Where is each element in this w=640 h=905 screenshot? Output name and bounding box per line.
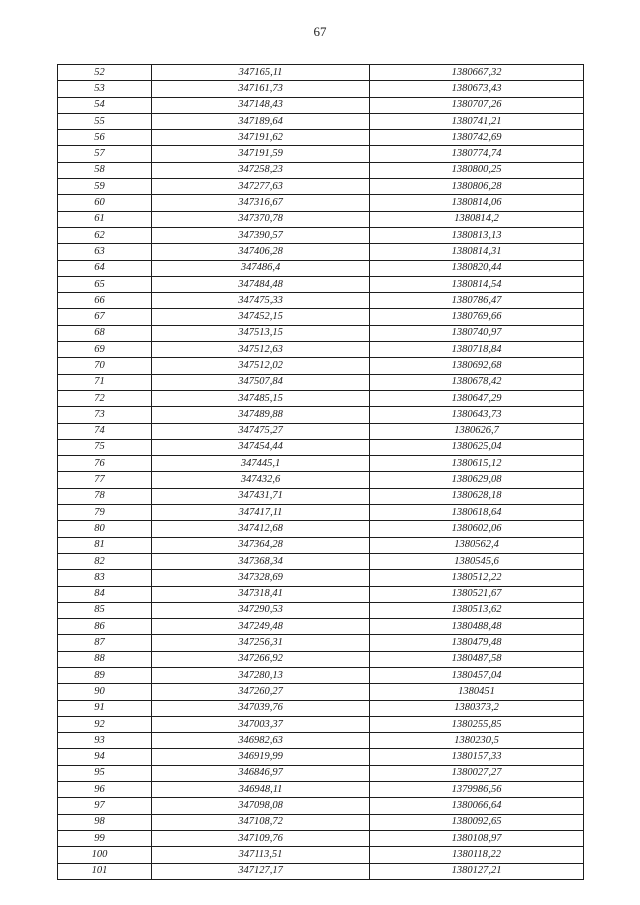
table-row <box>58 342 584 358</box>
y-coordinate-cell: 1380742,69 <box>370 130 584 146</box>
x-coordinate-cell: 347431,71 <box>152 488 370 504</box>
x-coordinate-cell: 347512,63 <box>152 342 370 358</box>
y-coordinate-cell: 1380813,13 <box>370 227 584 243</box>
y-coordinate-cell: 1380741,21 <box>370 113 584 129</box>
y-coordinate-cell: 1380673,43 <box>370 81 584 97</box>
point-number-cell: 78 <box>58 488 152 504</box>
table-row <box>58 667 584 683</box>
point-number-cell: 66 <box>58 293 152 309</box>
point-number-cell: 87 <box>58 635 152 651</box>
table-row <box>58 505 584 521</box>
x-coordinate-cell: 347412,68 <box>152 521 370 537</box>
table-row <box>58 260 584 276</box>
table-row <box>58 765 584 781</box>
y-coordinate-cell: 1380457,04 <box>370 667 584 683</box>
y-coordinate-cell: 1380487,58 <box>370 651 584 667</box>
table-row <box>58 716 584 732</box>
point-number-cell: 55 <box>58 113 152 129</box>
x-coordinate-cell: 347513,15 <box>152 325 370 341</box>
table-row <box>58 733 584 749</box>
table-row <box>58 553 584 569</box>
y-coordinate-cell: 1380027,27 <box>370 765 584 781</box>
x-coordinate-cell: 347368,34 <box>152 553 370 569</box>
table-row <box>58 602 584 618</box>
y-coordinate-cell: 1380451 <box>370 684 584 700</box>
table-row <box>58 244 584 260</box>
table-row <box>58 179 584 195</box>
x-coordinate-cell: 347148,43 <box>152 97 370 113</box>
point-number-cell: 96 <box>58 782 152 798</box>
table-row <box>58 798 584 814</box>
y-coordinate-cell: 1380157,33 <box>370 749 584 765</box>
table-row <box>58 130 584 146</box>
point-number-cell: 74 <box>58 423 152 439</box>
table-row <box>58 65 584 81</box>
x-coordinate-cell: 347280,13 <box>152 667 370 683</box>
y-coordinate-cell: 1380814,2 <box>370 211 584 227</box>
table-row <box>58 488 584 504</box>
y-coordinate-cell: 1380479,48 <box>370 635 584 651</box>
table-row <box>58 863 584 879</box>
y-coordinate-cell: 1380513,62 <box>370 602 584 618</box>
x-coordinate-cell: 347484,48 <box>152 276 370 292</box>
y-coordinate-cell: 1380118,22 <box>370 847 584 863</box>
table-row <box>58 227 584 243</box>
point-number-cell: 98 <box>58 814 152 830</box>
x-coordinate-cell: 347098,08 <box>152 798 370 814</box>
point-number-cell: 99 <box>58 830 152 846</box>
point-number-cell: 52 <box>58 65 152 81</box>
point-number-cell: 75 <box>58 439 152 455</box>
x-coordinate-cell: 347364,28 <box>152 537 370 553</box>
x-coordinate-cell: 346846,97 <box>152 765 370 781</box>
y-coordinate-cell: 1380127,21 <box>370 863 584 879</box>
table-row <box>58 195 584 211</box>
x-coordinate-cell: 347249,48 <box>152 619 370 635</box>
y-coordinate-cell: 1380545,6 <box>370 553 584 569</box>
x-coordinate-cell: 347390,57 <box>152 227 370 243</box>
x-coordinate-cell: 347316,67 <box>152 195 370 211</box>
x-coordinate-cell: 347290,53 <box>152 602 370 618</box>
y-coordinate-cell: 1380230,5 <box>370 733 584 749</box>
point-number-cell: 60 <box>58 195 152 211</box>
y-coordinate-cell: 1380667,32 <box>370 65 584 81</box>
point-number-cell: 86 <box>58 619 152 635</box>
table-row <box>58 162 584 178</box>
x-coordinate-cell: 347417,11 <box>152 505 370 521</box>
x-coordinate-cell: 347191,59 <box>152 146 370 162</box>
y-coordinate-cell: 1380626,7 <box>370 423 584 439</box>
y-coordinate-cell: 1380692,68 <box>370 358 584 374</box>
x-coordinate-cell: 346948,11 <box>152 782 370 798</box>
x-coordinate-cell: 347475,27 <box>152 423 370 439</box>
table-row <box>58 456 584 472</box>
point-number-cell: 54 <box>58 97 152 113</box>
point-number-cell: 82 <box>58 553 152 569</box>
table-row <box>58 700 584 716</box>
x-coordinate-cell: 347512,02 <box>152 358 370 374</box>
table-row <box>58 439 584 455</box>
x-coordinate-cell: 347370,78 <box>152 211 370 227</box>
point-number-cell: 88 <box>58 651 152 667</box>
y-coordinate-cell: 1380618,64 <box>370 505 584 521</box>
table-row <box>58 293 584 309</box>
table-row <box>58 113 584 129</box>
x-coordinate-cell: 346919,99 <box>152 749 370 765</box>
y-coordinate-cell: 1380066,64 <box>370 798 584 814</box>
table-row <box>58 847 584 863</box>
point-number-cell: 91 <box>58 700 152 716</box>
table-row <box>58 537 584 553</box>
y-coordinate-cell: 1380643,73 <box>370 407 584 423</box>
x-coordinate-cell: 347485,15 <box>152 390 370 406</box>
x-coordinate-cell: 347113,51 <box>152 847 370 863</box>
table-row <box>58 358 584 374</box>
table-row <box>58 211 584 227</box>
x-coordinate-cell: 347260,27 <box>152 684 370 700</box>
x-coordinate-cell: 347318,41 <box>152 586 370 602</box>
x-coordinate-cell: 347489,88 <box>152 407 370 423</box>
y-coordinate-cell: 1380625,04 <box>370 439 584 455</box>
table-row <box>58 374 584 390</box>
y-coordinate-cell: 1380814,06 <box>370 195 584 211</box>
x-coordinate-cell: 347452,15 <box>152 309 370 325</box>
point-number-cell: 72 <box>58 390 152 406</box>
table-row <box>58 81 584 97</box>
table-row <box>58 782 584 798</box>
y-coordinate-cell: 1380373,2 <box>370 700 584 716</box>
x-coordinate-cell: 347189,64 <box>152 113 370 129</box>
point-number-cell: 71 <box>58 374 152 390</box>
y-coordinate-cell: 1380678,42 <box>370 374 584 390</box>
y-coordinate-cell: 1380740,97 <box>370 325 584 341</box>
x-coordinate-cell: 347406,28 <box>152 244 370 260</box>
table-row <box>58 684 584 700</box>
x-coordinate-cell: 347256,31 <box>152 635 370 651</box>
y-coordinate-cell: 1380806,28 <box>370 179 584 195</box>
point-number-cell: 77 <box>58 472 152 488</box>
page-number: 67 <box>313 24 327 39</box>
table-row <box>58 276 584 292</box>
table-row <box>58 749 584 765</box>
y-coordinate-cell: 1380774,74 <box>370 146 584 162</box>
point-number-cell: 70 <box>58 358 152 374</box>
point-number-cell: 61 <box>58 211 152 227</box>
x-coordinate-cell: 347277,63 <box>152 179 370 195</box>
y-coordinate-cell: 1379986,56 <box>370 782 584 798</box>
table-row <box>58 390 584 406</box>
x-coordinate-cell: 347108,72 <box>152 814 370 830</box>
table-row <box>58 830 584 846</box>
table-row <box>58 651 584 667</box>
y-coordinate-cell: 1380707,26 <box>370 97 584 113</box>
table-row <box>58 619 584 635</box>
y-coordinate-cell: 1380255,85 <box>370 716 584 732</box>
table-row <box>58 146 584 162</box>
x-coordinate-cell: 347003,37 <box>152 716 370 732</box>
y-coordinate-cell: 1380814,31 <box>370 244 584 260</box>
table-row <box>58 325 584 341</box>
point-number-cell: 73 <box>58 407 152 423</box>
point-number-cell: 53 <box>58 81 152 97</box>
point-number-cell: 95 <box>58 765 152 781</box>
table-row <box>58 635 584 651</box>
point-number-cell: 90 <box>58 684 152 700</box>
y-coordinate-cell: 1380769,66 <box>370 309 584 325</box>
y-coordinate-cell: 1380647,29 <box>370 390 584 406</box>
point-number-cell: 58 <box>58 162 152 178</box>
point-number-cell: 83 <box>58 570 152 586</box>
y-coordinate-cell: 1380488,48 <box>370 619 584 635</box>
x-coordinate-cell: 347258,23 <box>152 162 370 178</box>
point-number-cell: 69 <box>58 342 152 358</box>
point-number-cell: 97 <box>58 798 152 814</box>
y-coordinate-cell: 1380629,08 <box>370 472 584 488</box>
point-number-cell: 89 <box>58 667 152 683</box>
x-coordinate-cell: 347266,92 <box>152 651 370 667</box>
point-number-cell: 93 <box>58 733 152 749</box>
y-coordinate-cell: 1380602,06 <box>370 521 584 537</box>
point-number-cell: 57 <box>58 146 152 162</box>
point-number-cell: 68 <box>58 325 152 341</box>
table-row <box>58 521 584 537</box>
point-number-cell: 59 <box>58 179 152 195</box>
table-row <box>58 97 584 113</box>
y-coordinate-cell: 1380628,18 <box>370 488 584 504</box>
x-coordinate-cell: 347486,4 <box>152 260 370 276</box>
point-number-cell: 92 <box>58 716 152 732</box>
table-row <box>58 814 584 830</box>
table-row <box>58 423 584 439</box>
point-number-cell: 62 <box>58 227 152 243</box>
point-number-cell: 63 <box>58 244 152 260</box>
point-number-cell: 94 <box>58 749 152 765</box>
point-number-cell: 101 <box>58 863 152 879</box>
y-coordinate-cell: 1380615,12 <box>370 456 584 472</box>
y-coordinate-cell: 1380521,67 <box>370 586 584 602</box>
x-coordinate-cell: 347454,44 <box>152 439 370 455</box>
point-number-cell: 85 <box>58 602 152 618</box>
coordinates-table <box>57 64 584 880</box>
x-coordinate-cell: 347328,69 <box>152 570 370 586</box>
x-coordinate-cell: 347127,17 <box>152 863 370 879</box>
x-coordinate-cell: 347475,33 <box>152 293 370 309</box>
table-row <box>58 586 584 602</box>
x-coordinate-cell: 347039,76 <box>152 700 370 716</box>
x-coordinate-cell: 347109,76 <box>152 830 370 846</box>
point-number-cell: 56 <box>58 130 152 146</box>
point-number-cell: 64 <box>58 260 152 276</box>
point-number-cell: 76 <box>58 456 152 472</box>
x-coordinate-cell: 347445,1 <box>152 456 370 472</box>
point-number-cell: 65 <box>58 276 152 292</box>
x-coordinate-cell: 347432,6 <box>152 472 370 488</box>
y-coordinate-cell: 1380512,22 <box>370 570 584 586</box>
x-coordinate-cell: 347191,62 <box>152 130 370 146</box>
x-coordinate-cell: 347165,11 <box>152 65 370 81</box>
x-coordinate-cell: 347161,73 <box>152 81 370 97</box>
y-coordinate-cell: 1380562,4 <box>370 537 584 553</box>
y-coordinate-cell: 1380814,54 <box>370 276 584 292</box>
point-number-cell: 100 <box>58 847 152 863</box>
y-coordinate-cell: 1380800,25 <box>370 162 584 178</box>
y-coordinate-cell: 1380786,47 <box>370 293 584 309</box>
point-number-cell: 80 <box>58 521 152 537</box>
coordinates-table-body <box>58 65 584 880</box>
table-row <box>58 407 584 423</box>
y-coordinate-cell: 1380092,65 <box>370 814 584 830</box>
point-number-cell: 79 <box>58 505 152 521</box>
point-number-cell: 81 <box>58 537 152 553</box>
x-coordinate-cell: 347507,84 <box>152 374 370 390</box>
y-coordinate-cell: 1380108,97 <box>370 830 584 846</box>
point-number-cell: 67 <box>58 309 152 325</box>
table-row <box>58 309 584 325</box>
table-row <box>58 472 584 488</box>
x-coordinate-cell: 346982,63 <box>152 733 370 749</box>
table-row <box>58 570 584 586</box>
y-coordinate-cell: 1380820,44 <box>370 260 584 276</box>
point-number-cell: 84 <box>58 586 152 602</box>
y-coordinate-cell: 1380718,84 <box>370 342 584 358</box>
